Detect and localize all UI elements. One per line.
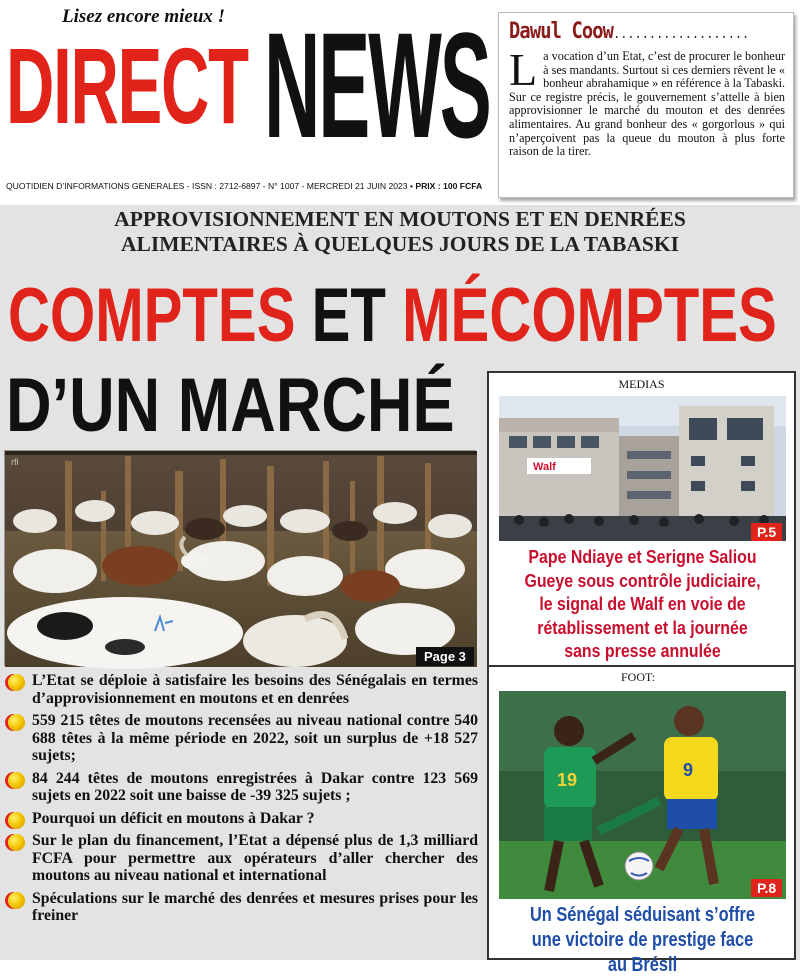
- bullet-icon: [8, 674, 25, 691]
- logo-news: NEWS: [264, 1, 490, 169]
- walf-sign: Walf: [533, 461, 556, 473]
- list-item: [4, 712, 478, 765]
- section-label-medias: MEDIAS: [618, 377, 665, 391]
- football-photo: [499, 691, 786, 899]
- headline-word-comptes: COMPTES: [8, 273, 296, 358]
- slogan: Lisez encore mieux !: [62, 6, 226, 27]
- main-headline-line-1: [8, 273, 777, 358]
- list-item: [4, 770, 478, 805]
- building-illustration: [499, 396, 786, 541]
- bullet-text: 84 244 têtes de moutons enregistrées à Dakar contre 123 569 sujets en 2022 soit une baisse de -39 325 sujets ;: [32, 769, 478, 804]
- sidebar-box: [487, 371, 796, 976]
- editorial-box: [498, 12, 794, 198]
- supertitle-line-1: APPROVISIONNEMENT EN MOUTONS ET EN DENRÉES: [114, 207, 686, 231]
- medias-headline: Pape Ndiaye et Serigne Saliou Gueye sous contrôle judiciaire, le signal de Walf en voie de rétablissement et la journée sans presse annulée: [524, 546, 761, 661]
- football-illustration: [499, 691, 786, 899]
- list-item: [4, 672, 478, 707]
- section-label-foot: FOOT:: [621, 670, 656, 684]
- bullet-icon: [8, 772, 25, 789]
- bullet-icon: [8, 812, 25, 829]
- photo-page-tag: Page 3: [416, 647, 474, 666]
- bullet-icon: [8, 892, 25, 909]
- bullet-icon: [8, 714, 25, 731]
- jersey-number-right: 9: [683, 760, 694, 780]
- main-headline-line-2: D’UN MARCHÉ: [6, 363, 455, 448]
- editorial-body: [509, 44, 785, 159]
- bullet-text: Pourquoi un déficit en moutons à Dakar ?: [32, 809, 315, 827]
- masthead: [0, 0, 490, 205]
- sheep-market-illustration: [5, 451, 477, 667]
- sheep-market-photo: [4, 450, 476, 666]
- issue-info-line: [6, 181, 482, 191]
- editorial-title: [509, 19, 750, 44]
- bullet-icon: [8, 834, 25, 851]
- bullet-text: 559 215 têtes de moutons recensées au niveau national contre 540 688 têtes à la même période en 2022, soit un surplus de +18 527 sujets;: [32, 712, 478, 764]
- list-item: [4, 832, 478, 885]
- section-divider: [489, 665, 794, 667]
- list-item: [4, 810, 478, 828]
- foot-headline: Un Sénégal séduisant s’offre une victoire de prestige face au Brésil: [529, 903, 756, 976]
- editorial-dropcap: L: [509, 44, 538, 95]
- headline-word-et: ET: [311, 273, 386, 358]
- editorial-title-text: Dawul Coow: [509, 19, 614, 44]
- supertitle-line-2: ALIMENTAIRES À QUELQUES JOURS DE LA TABASKI: [121, 232, 679, 256]
- bullet-text: Spéculations sur le marché des denrées et mesures prises pour les freiner: [32, 889, 478, 924]
- photo-watermark: rfi: [11, 457, 19, 467]
- headline-word-mecomptes: MÉCOMPTES: [402, 273, 777, 358]
- medias-page-ref: P.5: [751, 523, 782, 541]
- supertitle: [0, 207, 800, 257]
- editorial-title-dots: ...................: [613, 26, 750, 42]
- issue-price: PRIX : 100 FCFA: [415, 181, 483, 191]
- bullet-text: L’Etat se déploie à satisfaire les besoins des Sénégalais en termes d’approvisionnement en moutons et en denrées: [32, 672, 478, 707]
- bullet-text: Sur le plan du financement, l’Etat a dépensé plus de 1,3 milliard FCFA pour permettre aux opérateurs d’aller chercher des moutons au niveau national et international: [32, 832, 478, 884]
- issue-info: QUOTIDIEN D’INFORMATIONS GENERALES - ISSN : 2712-6897 - N° 1007 - MERCREDI 21 JUIN 2023 •: [6, 181, 413, 191]
- foot-page-ref: P.8: [751, 879, 782, 897]
- bullet-list: [4, 672, 478, 930]
- jersey-number-left: 19: [557, 770, 578, 790]
- logo-direct: DIRECT: [6, 25, 248, 146]
- list-item: [4, 890, 478, 925]
- walf-building-photo: [499, 396, 786, 541]
- editorial-text: a vocation d’un Etat, c’est de procurer le bonheur à ses mandants. Surtout si ces derniers rêvent le « bonheur abrahamique » en référence à la Tabaski. Sur ce registre précis, le gouvernement s’attelle à bien approvisionner le marché du mouton et des denrées alimentaires. Au grand bonheur des « gorgorlous » qui n’aperçoivent pas la queue du mouton à plus forte raison de la tirer.: [509, 49, 785, 159]
